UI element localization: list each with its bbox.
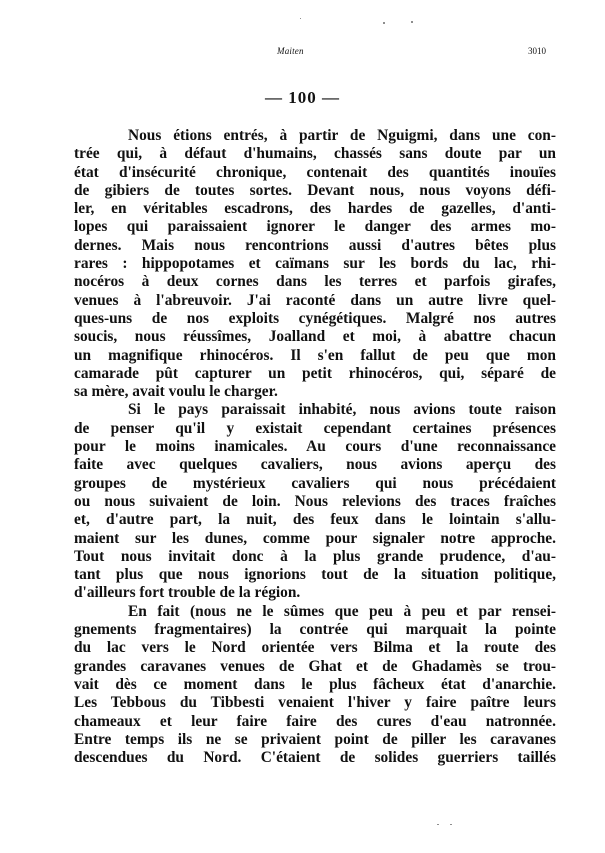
body-text — [74, 127, 556, 767]
text-line: ler, en véritables escadrons, des hardes de gazelles, d'anti- — [74, 200, 556, 218]
text-line: gnements fragmentaires) la contrée qui marquait la pointe — [74, 621, 556, 639]
scan-speck — [383, 22, 385, 24]
page-number: — 100 — — [265, 88, 340, 107]
text-line: Les Tebbous du Tibbesti venaient l'hiver y faire paître leurs — [74, 694, 556, 712]
text-line: trée qui, à défaut d'humains, chassés sans doute par un — [74, 145, 556, 163]
text-line: un magnifique rhinocéros. Il s'en fallut de peu que mon — [74, 346, 556, 364]
text-line: Nous étions entrés, à partir de Nguigmi, dans une con- — [128, 127, 556, 144]
reference-number: 3010 — [528, 46, 546, 56]
text-line: descendues du Nord. C'étaient de solides guerriers taillés — [74, 749, 556, 767]
text-line: et, d'autre part, la nuit, des feux dans le lointain s'allu- — [74, 511, 556, 529]
text-line: venues à l'abreuvoir. J'ai raconté dans un autre livre quel- — [74, 291, 556, 309]
text-line: Entre temps ils ne se privaient point de piller les caravanes — [74, 730, 556, 748]
text-line: ou nous suivaient de loin. Nous relevions des traces fraîches — [74, 492, 556, 510]
text-line: tant plus que nous ignorions tout de la situation politique, — [74, 566, 556, 584]
text-line: groupes de mystérieux cavaliers qui nous précédaient — [74, 474, 556, 492]
text-line: dernes. Mais nous rencontrions aussi d'autres bêtes plus — [74, 236, 556, 254]
text-line: lopes qui paraissaient ignorer le danger des armes mo- — [74, 218, 556, 236]
text-line: du lac vers le Nord orientée vers Bilma et la route des — [74, 639, 556, 657]
text-line: En fait (nous ne le sûmes que peu à peu et par rensei- — [128, 602, 556, 620]
text-line: état d'insécurité chronique, contenait des quantités inouïes — [74, 163, 556, 181]
text-line: pour le moins inamicales. Au cours d'une reconnaissance — [74, 438, 556, 456]
text-line: vait dès ce moment dans le plus fâcheux état d'anarchie. — [74, 675, 556, 693]
scan-speck — [300, 18, 301, 19]
text-line: soucis, nous réussîmes, Joalland et moi, à abattre chacun — [74, 328, 556, 346]
text-line: faite avec quelques cavaliers, nous avions aperçu des — [74, 456, 556, 474]
running-head: Maiten — [277, 46, 304, 56]
text-line: grandes caravanes venues de Ghat et de Ghadamès se trou- — [74, 657, 556, 675]
scan-speck — [437, 824, 439, 825]
text-line: sa mère, avait voulu le charger. — [74, 383, 278, 401]
text-line: nocéros à deux cornes dans les terres et parfois girafes, — [74, 273, 556, 291]
text-line: maient sur les dunes, comme pour signaler notre approche. — [74, 529, 556, 547]
text-line: Tout nous invitait donc à la plus grande prudence, d'au- — [74, 547, 556, 565]
scan-speck — [450, 824, 452, 825]
text-line: d'ailleurs fort trouble de la région. — [74, 584, 301, 602]
text-line: chameaux et leur faire faire des cures d'eau natronnée. — [74, 712, 556, 730]
text-line: de gibiers de toutes sortes. Devant nous, nous voyons défi- — [74, 181, 556, 199]
page-header — [0, 46, 605, 60]
text-line: Si le pays paraissait inhabité, nous avions toute raison — [128, 401, 556, 419]
text-line: rares : hippopotames et caïmans sur les bords du lac, rhi- — [74, 255, 556, 273]
text-line: de penser qu'il y existait cependant certaines présences — [74, 419, 556, 437]
scan-speck — [411, 21, 413, 23]
text-line: camarade pût capturer un petit rhinocéros, qui, séparé de — [74, 364, 556, 382]
text-line: ques-uns de nos exploits cynégétiques. Malgré nos autres — [74, 309, 556, 327]
